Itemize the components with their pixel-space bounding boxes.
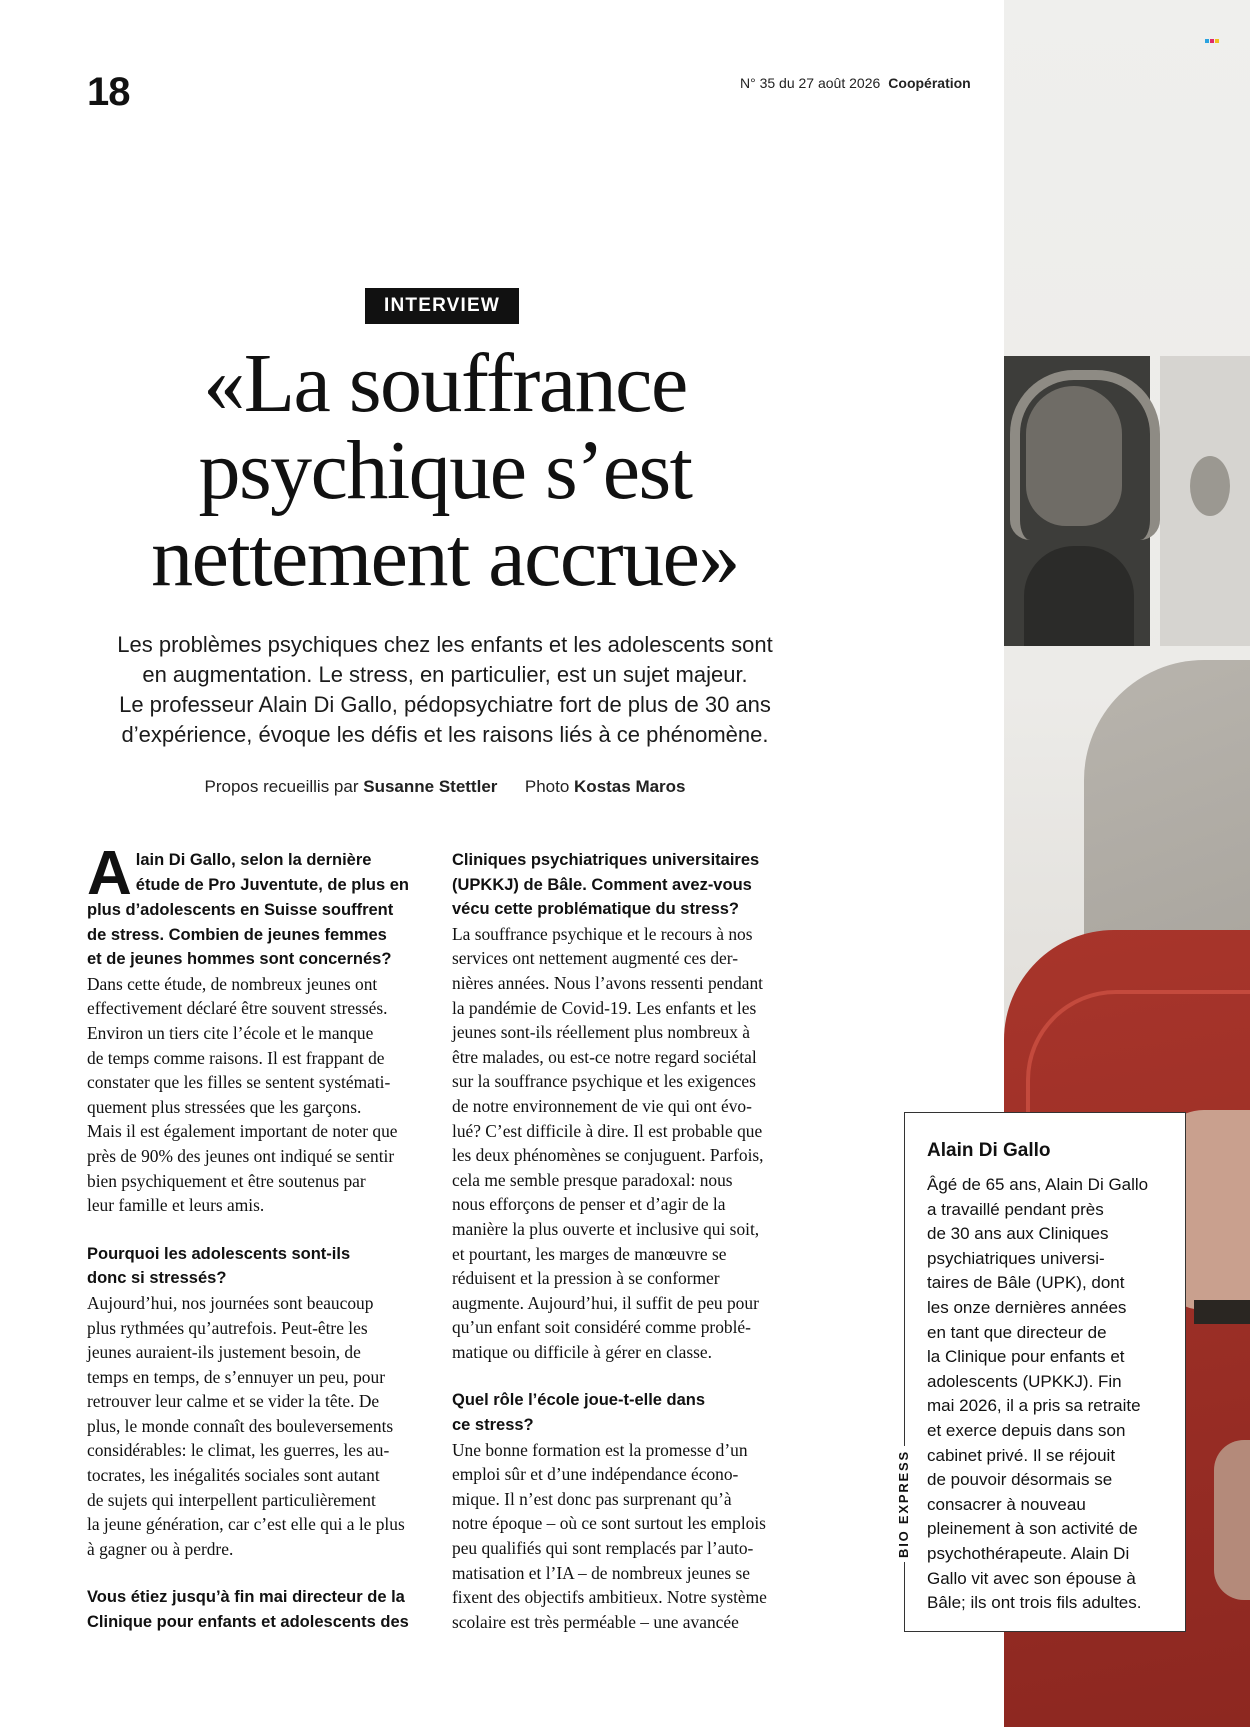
text-line: de temps comme raisons. Il est frappant de: [87, 1047, 385, 1068]
question-2: [87, 1242, 433, 1291]
text-line: près de 90% des jeunes ont indiqué se sentir: [87, 1145, 395, 1166]
text-line: lué? C’est difficile à dire. Il est probable que: [452, 1120, 763, 1141]
text-line: et pourtant, les marges de manœuvre se: [452, 1243, 727, 1264]
text-line: et exerce depuis dans son: [927, 1420, 1126, 1440]
question-4: [452, 1388, 798, 1437]
text-line: Une bonne formation est la promesse d’un: [452, 1439, 748, 1460]
text-line: services ont nettement augmenté ces der-: [452, 948, 738, 969]
text-line: de stress. Combien de jeunes femmes: [87, 925, 387, 944]
drop-cap: A: [87, 839, 132, 908]
text-line: de 30 ans aux Cliniques: [927, 1224, 1109, 1244]
text-line: être malades, ou est-ce notre regard sociétal: [452, 1046, 757, 1067]
text-line: sur la souffrance psychique et les exigences: [452, 1071, 756, 1092]
text-line: cabinet privé. Il se réjouit: [927, 1445, 1116, 1465]
text-line: en tant que directeur de: [927, 1322, 1107, 1342]
bio-text: [927, 1173, 1177, 1616]
text-line: plus rythmées qu’autrefois. Peut-être les: [87, 1317, 368, 1338]
text-line: quement plus stressées que les garçons.: [87, 1096, 362, 1117]
text-line: et de jeunes hommes sont concernés?: [87, 950, 392, 969]
headline-line: psychique s’est: [198, 424, 692, 517]
text-line: Aujourd’hui, nos journées sont beaucoup: [87, 1292, 374, 1313]
text-line: La souffrance psychique et le recours à nos: [452, 923, 753, 944]
text-line: jeunes auraient-ils justement besoin, de: [87, 1342, 361, 1363]
photographer-name: Kostas Maros: [574, 777, 686, 796]
text-line: retrouver leur calme et se vider la tête. De: [87, 1391, 380, 1412]
question-1: [87, 839, 433, 972]
text-line: notre époque – où ce sont surtout les emplois: [452, 1513, 766, 1534]
text-line: de pouvoir désormais se: [927, 1470, 1113, 1490]
text-line: leur famille et leurs amis.: [87, 1195, 265, 1216]
text-line: scolaire est très perméable – une avancée: [452, 1611, 739, 1632]
standfirst-line: Les problèmes psychiques chez les enfants et les adolescents sont: [117, 632, 773, 657]
standfirst-line: d’expérience, évoque les défis et les raisons liés à ce phénomène.: [121, 722, 769, 747]
text-line: augmente. Aujourd’hui, il suffit de peu pour: [452, 1292, 759, 1313]
text-line: a travaillé pendant près: [927, 1199, 1104, 1219]
text-line: fixent des objectifs ambitieux. Notre système: [452, 1587, 767, 1608]
text-line: mique. Il n’est donc pas surprenant qu’à: [452, 1488, 732, 1509]
text-line: bien psychiquement et être soutenus par: [87, 1170, 366, 1191]
text-line: plus d’adolescents en Suisse souffrent: [87, 901, 394, 919]
text-line: qu’un enfant soit considéré comme problé-: [452, 1317, 751, 1338]
text-line: matisation et l’IA – de nombreux jeunes se: [452, 1562, 750, 1583]
text-line: matique ou difficile à gérer en classe.: [452, 1341, 712, 1362]
artwork-frame: [1160, 356, 1250, 646]
standfirst-line: Le professeur Alain Di Gallo, pédopsychiatre fort de plus de 30 ans: [119, 692, 771, 717]
text-line: cela me semble presque paradoxal: nous: [452, 1169, 733, 1190]
article-column-1: [87, 839, 433, 1635]
text-line: effectivement déclaré être souvent stressés.: [87, 998, 388, 1019]
text-line: Âgé de 65 ans, Alain Di Gallo: [927, 1175, 1149, 1194]
text-line: manière la plus ouverte et inclusive qui soit,: [452, 1218, 760, 1239]
text-line: pleinement à son activité de: [927, 1519, 1138, 1539]
text-line: mai 2026, il a pris sa retraite: [927, 1396, 1141, 1416]
text-line: temps en temps, de s’ennuyer un peu, pour: [87, 1366, 385, 1387]
answer-3: [452, 922, 798, 1365]
text-line: la Clinique pour enfants et: [927, 1347, 1125, 1367]
headline-line: «La souffrance: [203, 337, 687, 430]
bio-express-label: BIO EXPRESS: [896, 1446, 911, 1562]
text-line: jeunes sont-ils réellement plus nombreux à: [452, 1022, 750, 1043]
standfirst: [60, 630, 830, 750]
person-arm: [1214, 1440, 1250, 1600]
text-line: plus, le monde connaît des bouleversements: [87, 1415, 394, 1436]
credits: [60, 776, 830, 798]
text-line: donc si stressés?: [87, 1269, 227, 1288]
interview-label: Propos recueillis par: [204, 777, 359, 796]
text-line: étude de Pro Juventute, de plus en: [135, 875, 409, 894]
text-line: les deux phénomènes se conjuguent. Parfois,: [452, 1145, 764, 1166]
text-line: nous efforçons de penser et d’agir de la: [452, 1194, 726, 1215]
answer-4: [452, 1438, 798, 1635]
question-3: [87, 1585, 433, 1634]
answer-2: [87, 1291, 433, 1562]
text-line: constater que les filles se sentent systémati-: [87, 1072, 391, 1093]
text-line: (UPKKJ) de Bâle. Comment avez-vous: [452, 875, 752, 894]
text-line: Environ un tiers cite l’école et le manque: [87, 1022, 374, 1043]
text-line: consacrer à nouveau: [927, 1494, 1086, 1514]
headline: [40, 337, 850, 604]
text-line: considérables: le climat, les guerres, les au-: [87, 1440, 390, 1461]
text-line: les onze dernières années: [927, 1297, 1127, 1317]
issue-date: N° 35 du 27 août 2026: [740, 75, 881, 91]
text-line: la jeune génération, car c’est elle qui a le plus: [87, 1514, 405, 1535]
article-column-2: [452, 848, 798, 1634]
text-line: vécu cette problématique du stress?: [452, 900, 740, 919]
text-line: Clinique pour enfants et adolescents des: [87, 1613, 409, 1632]
question-3-continued: [452, 848, 798, 922]
text-line: Dans cette étude, de nombreux jeunes ont: [87, 973, 378, 994]
watch-strap: [1194, 1300, 1250, 1324]
standfirst-line: en augmentation. Le stress, en particulier, est un sujet majeur.: [142, 662, 748, 687]
text-line: la pandémie de Covid-19. Les enfants et les: [452, 997, 757, 1018]
text-line: tocrates, les inégalités sociales sont autant: [87, 1465, 380, 1486]
color-registration-icon: [1205, 36, 1220, 46]
text-line: de sujets qui interpellent particulièrement: [87, 1489, 376, 1510]
photo-label: Photo: [524, 777, 570, 796]
text-line: Bâle; ils ont trois fils adultes.: [927, 1593, 1142, 1613]
painting-artwork: [1004, 356, 1150, 646]
text-line: réduisent et la pression à se conformer: [452, 1268, 720, 1289]
publication-name: Coopération: [888, 75, 971, 91]
interviewer-name: Susanne Stettler: [363, 777, 498, 796]
text-line: Mais il est également important de noter que: [87, 1121, 398, 1142]
text-line: Pourquoi les adolescents sont-ils: [87, 1244, 351, 1263]
text-line: Gallo vit avec son épouse à: [927, 1568, 1136, 1588]
section-label: INTERVIEW: [365, 288, 519, 324]
text-line: psychiatriques universi-: [927, 1248, 1105, 1268]
text-line: Cliniques psychiatriques universitaires: [452, 851, 760, 869]
text-line: taires de Bâle (UPK), dont: [927, 1273, 1125, 1293]
text-line: peu qualifiés qui sont remplacés par l’auto-: [452, 1538, 754, 1559]
bio-box: [904, 1112, 1186, 1632]
text-line: ce stress?: [452, 1416, 534, 1435]
text-line: Quel rôle l’école joue-t-elle dans: [452, 1391, 706, 1410]
text-line: lain Di Gallo, selon la dernière: [135, 851, 372, 869]
text-line: adolescents (UPKKJ). Fin: [927, 1371, 1122, 1391]
text-line: de notre environnement de vie qui ont évo-: [452, 1095, 752, 1116]
bio-name: Alain Di Gallo: [927, 1140, 1051, 1161]
text-line: à gagner ou à perdre.: [87, 1538, 234, 1559]
text-line: psychothérapeute. Alain Di: [927, 1543, 1130, 1563]
page-number: 18: [87, 70, 130, 114]
answer-1: [87, 972, 433, 1218]
text-line: nières années. Nous l’avons ressenti pendant: [452, 972, 764, 993]
headline-line: nettement accrue»: [151, 511, 739, 604]
issue-line: [740, 74, 971, 92]
text-line: emploi sûr et d’une indépendance écono-: [452, 1464, 739, 1485]
text-line: Vous étiez jusqu’à fin mai directeur de la: [87, 1588, 405, 1607]
